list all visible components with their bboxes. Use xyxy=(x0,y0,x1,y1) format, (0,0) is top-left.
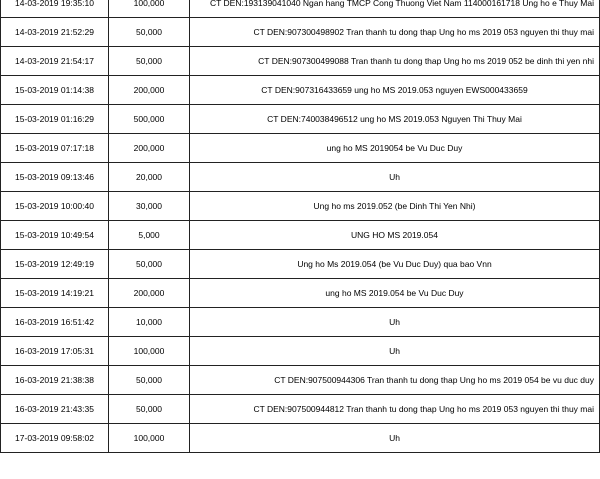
table-row xyxy=(1,47,600,76)
description-cell: CT DEN:907316433659 ung ho MS 2019.053 nguyen EWS000433659 xyxy=(190,76,600,105)
date-cell: 15-03-2019 10:00:40 xyxy=(1,192,109,221)
amount-cell: 200,000 xyxy=(109,76,190,105)
amount-cell: 200,000 xyxy=(109,279,190,308)
description-cell: ung ho MS 2019054 be Vu Duc Duy xyxy=(190,134,600,163)
date-cell: 17-03-2019 09:58:02 xyxy=(1,424,109,453)
description-cell: CT DEN:907500944306 Tran thanh tu dong thap Ung ho ms 2019 054 be vu duc duy xyxy=(190,366,600,395)
amount-cell: 20,000 xyxy=(109,163,190,192)
date-cell: 16-03-2019 21:43:35 xyxy=(1,395,109,424)
description-cell: CT DEN:740038496512 ung ho MS 2019.053 Nguyen Thi Thuy Mai xyxy=(190,105,600,134)
date-cell: 14-03-2019 19:35:10 xyxy=(1,0,109,18)
date-cell: 16-03-2019 17:05:31 xyxy=(1,337,109,366)
date-cell: 16-03-2019 16:51:42 xyxy=(1,308,109,337)
date-cell: 15-03-2019 01:16:29 xyxy=(1,105,109,134)
table-row xyxy=(1,279,600,308)
description-cell: CT DEN:907500944812 Tran thanh tu dong thap Ung ho ms 2019 053 nguyen thi thuy mai xyxy=(190,395,600,424)
date-cell: 14-03-2019 21:52:29 xyxy=(1,18,109,47)
date-cell: 15-03-2019 14:19:21 xyxy=(1,279,109,308)
date-cell: 15-03-2019 10:49:54 xyxy=(1,221,109,250)
amount-cell: 50,000 xyxy=(109,47,190,76)
amount-cell: 50,000 xyxy=(109,366,190,395)
description-cell: Uh xyxy=(190,424,600,453)
table-row xyxy=(1,221,600,250)
amount-cell: 500,000 xyxy=(109,105,190,134)
description-cell: Uh xyxy=(190,308,600,337)
amount-cell: 5,000 xyxy=(109,221,190,250)
description-cell: Uh xyxy=(190,337,600,366)
description-cell: ung ho MS 2019.054 be Vu Duc Duy xyxy=(190,279,600,308)
date-cell: 15-03-2019 07:17:18 xyxy=(1,134,109,163)
table-row xyxy=(1,163,600,192)
amount-cell: 50,000 xyxy=(109,18,190,47)
amount-cell: 100,000 xyxy=(109,0,190,18)
table-row xyxy=(1,366,600,395)
table-row xyxy=(1,134,600,163)
amount-cell: 10,000 xyxy=(109,308,190,337)
transaction-rows xyxy=(1,0,600,453)
description-cell: Ung ho Ms 2019.054 (be Vu Duc Duy) qua bao Vnn xyxy=(190,250,600,279)
table-row xyxy=(1,76,600,105)
table-row xyxy=(1,250,600,279)
amount-cell: 50,000 xyxy=(109,250,190,279)
amount-cell: 30,000 xyxy=(109,192,190,221)
table-row xyxy=(1,337,600,366)
date-cell: 14-03-2019 21:54:17 xyxy=(1,47,109,76)
table-row xyxy=(1,18,600,47)
description-cell: CT DEN:193139041040 Ngan hang TMCP Cong Thuong Viet Nam 114000161718 Ung ho e Thuy Mai xyxy=(190,0,600,18)
description-cell: Ung ho ms 2019.052 (be Dinh Thi Yen Nhi) xyxy=(190,192,600,221)
table-row xyxy=(1,105,600,134)
table-row xyxy=(1,308,600,337)
amount-cell: 200,000 xyxy=(109,134,190,163)
description-cell: UNG HO MS 2019.054 xyxy=(190,221,600,250)
description-cell: CT DEN:907300498902 Tran thanh tu dong thap Ung ho ms 2019 053 nguyen thi thuy mai xyxy=(190,18,600,47)
table-row xyxy=(1,0,600,18)
table-row xyxy=(1,424,600,453)
table-row xyxy=(1,192,600,221)
amount-cell: 100,000 xyxy=(109,424,190,453)
date-cell: 15-03-2019 01:14:38 xyxy=(1,76,109,105)
amount-cell: 50,000 xyxy=(109,395,190,424)
table-row xyxy=(1,395,600,424)
date-cell: 15-03-2019 12:49:19 xyxy=(1,250,109,279)
description-cell: CT DEN:907300499088 Tran thanh tu dong thap Ung ho ms 2019 052 be dinh thi yen nhi xyxy=(190,47,600,76)
amount-cell: 100,000 xyxy=(109,337,190,366)
date-cell: 15-03-2019 09:13:46 xyxy=(1,163,109,192)
description-cell: Uh xyxy=(190,163,600,192)
date-cell: 16-03-2019 21:38:38 xyxy=(1,366,109,395)
